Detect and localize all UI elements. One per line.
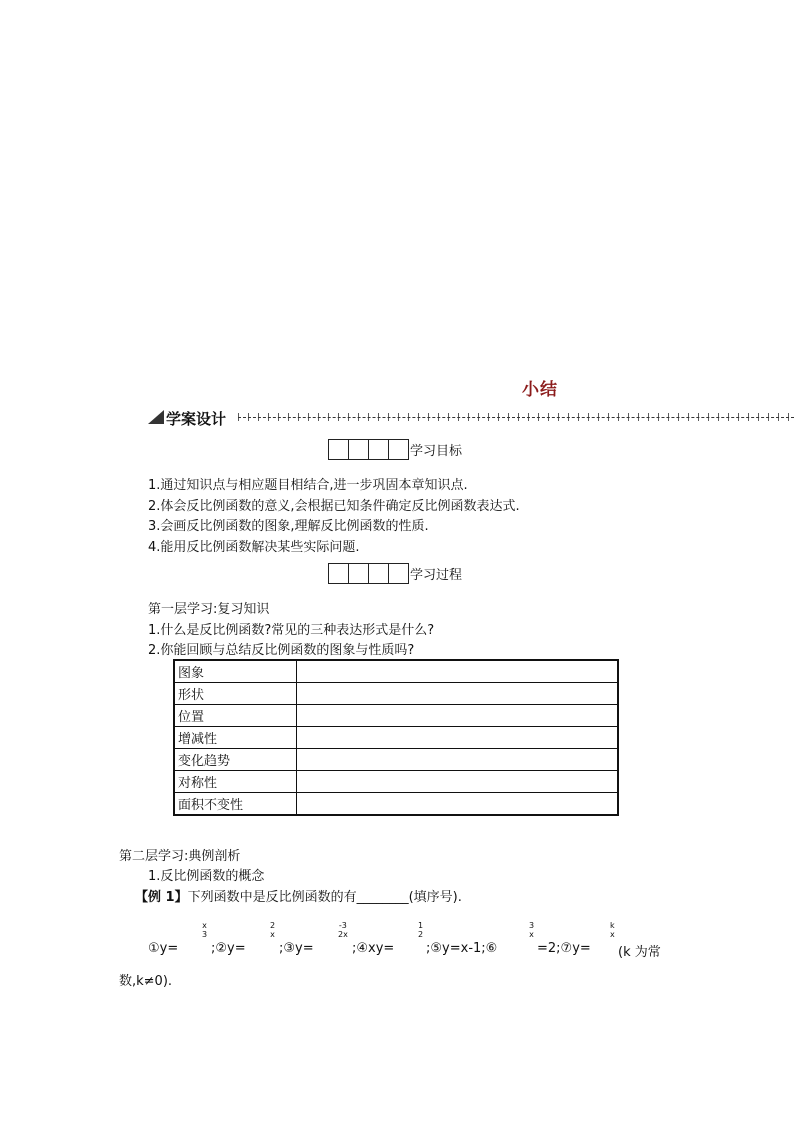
properties-table — [173, 659, 619, 816]
goal-item: 4.能用反比例函数解决某些实际问题. — [148, 540, 360, 555]
fraction-denominator: 3 — [202, 930, 208, 939]
option-text: ;③y= — [279, 941, 314, 956]
fraction-numerator: x — [202, 921, 207, 930]
table-row-label: 形状 — [174, 683, 297, 705]
option-text: ;②y= — [211, 941, 246, 956]
table-row-label: 变化趋势 — [174, 749, 297, 771]
table-cell — [297, 793, 619, 816]
layer1-question: 1.什么是反比例函数?常见的三种表达形式是什么? — [148, 623, 435, 638]
layer2-title: 第二层学习:典例剖析 — [119, 849, 241, 864]
table-row-label: 对称性 — [174, 771, 297, 793]
section-banner — [148, 408, 794, 430]
fraction — [529, 921, 534, 939]
table-row — [174, 660, 618, 683]
table-row — [174, 705, 618, 727]
option-tail: 数,k≠0). — [119, 974, 173, 989]
fraction-numerator: k — [610, 921, 615, 930]
example-line — [135, 886, 462, 905]
fraction-numerator: -3 — [338, 921, 347, 930]
fraction-denominator: x — [529, 930, 534, 939]
layer1-question: 2.你能回顾与总结反比例函数的图象与性质吗? — [148, 643, 415, 658]
process-header-text: 学习过程 — [410, 567, 463, 583]
table-cell — [297, 660, 619, 683]
table-row-label: 增减性 — [174, 727, 297, 749]
option-text: ;⑤y=x-1;⑥ — [426, 941, 498, 956]
table-row-label: 面积不变性 — [174, 793, 297, 816]
option-text: =2;⑦y= — [537, 941, 591, 956]
table-row — [174, 727, 618, 749]
banner-triangle-icon — [148, 410, 164, 424]
page-title: 小结 — [522, 380, 558, 400]
fraction — [202, 921, 207, 939]
fraction-denominator: 2x — [338, 930, 348, 939]
fraction — [270, 921, 275, 939]
goal-item: 2.体会反比例函数的意义,会根据已知条件确定反比例函数表达式. — [148, 499, 520, 514]
table-row-label: 图象 — [174, 660, 297, 683]
option-text: ;④xy= — [352, 941, 395, 956]
fraction — [338, 921, 348, 939]
table-row — [174, 749, 618, 771]
table-cell — [297, 727, 619, 749]
header-boxes — [328, 563, 408, 584]
table-row — [174, 683, 618, 705]
fraction-numerator: 2 — [270, 921, 276, 930]
table-cell — [297, 683, 619, 705]
table-cell — [297, 705, 619, 727]
layer2-subheading: 1.反比例函数的概念 — [148, 869, 265, 884]
goal-item: 3.会画反比例函数的图象,理解反比例函数的性质. — [148, 519, 429, 534]
goals-header — [328, 438, 462, 460]
example-label: 【例 1】 — [135, 890, 188, 905]
fraction-numerator: 3 — [529, 921, 535, 930]
fraction-denominator: x — [610, 930, 615, 939]
goals-header-text: 学习目标 — [410, 443, 463, 459]
example-text: 下列函数中是反比例函数的有________(填序号). — [187, 890, 462, 905]
table-row-label: 位置 — [174, 705, 297, 727]
header-boxes — [328, 439, 408, 460]
table-cell — [297, 749, 619, 771]
option-text: ①y= — [148, 941, 179, 956]
option-text: (k 为常 — [618, 945, 661, 960]
layer1-title: 第一层学习:复习知识 — [148, 602, 270, 617]
table-row — [174, 793, 618, 816]
table-row — [174, 771, 618, 793]
fraction — [610, 921, 615, 939]
goal-item: 1.通过知识点与相应题目相结合,进一步巩固本章知识点. — [148, 478, 468, 493]
table-cell — [297, 771, 619, 793]
process-header — [328, 562, 462, 584]
fraction-denominator: 2 — [418, 930, 424, 939]
fraction-numerator: 1 — [418, 921, 424, 930]
fraction-denominator: x — [270, 930, 275, 939]
banner-label: 学案设计 — [166, 410, 227, 428]
banner-rule-line — [238, 417, 794, 420]
fraction — [418, 921, 423, 939]
